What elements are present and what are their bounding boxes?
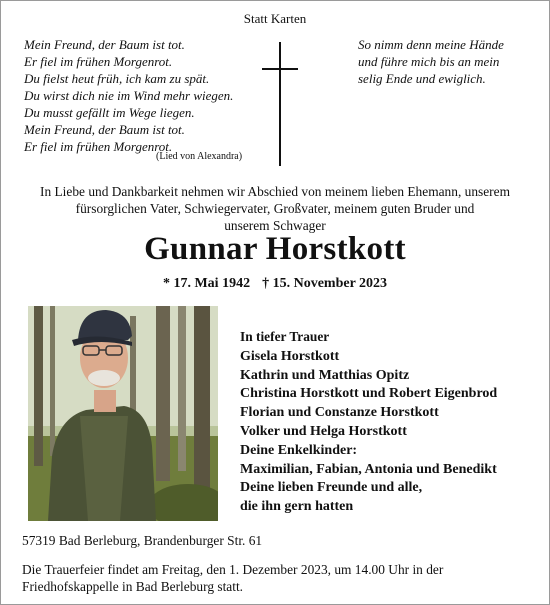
intro-line: In Liebe und Dankbarkeit nehmen wir Abschied von meinem lieben Ehemann, unserem — [39, 184, 511, 199]
poem-right-line: selig Ende und ewiglich. — [358, 71, 486, 86]
poem-left-line: Du wirst dich nie im Wind mehr wiegen. — [24, 88, 234, 103]
mourners-heading: In tiefer Trauer — [240, 329, 330, 344]
death-date: † 15. November 2023 — [262, 276, 388, 291]
life-dates — [0, 276, 550, 292]
poem-right-line: So nimm denn meine Hände — [358, 37, 504, 52]
poem-left-line: Du fielst heut früh, ich kam zu spät. — [24, 71, 210, 86]
poem-left-line: Mein Freund, der Baum ist tot. — [24, 37, 185, 52]
poem-right — [358, 36, 543, 87]
mourner-line: Kathrin und Matthias Opitz — [240, 367, 410, 383]
mourner-line: Christina Horstkott und Robert Eigenbrod — [240, 386, 498, 402]
poem-left-line: Er fiel im frühen Morgenrot. — [24, 54, 173, 69]
mourner-line: Volker und Helga Horstkott — [240, 423, 407, 439]
intro-line: fürsorglichen Vater, Schwiegervater, Großvater, meinem guten Bruder und — [75, 201, 475, 216]
intro-line: unserem Schwager — [224, 218, 326, 233]
mourning-address: 57319 Bad Berleburg, Brandenburger Str. 61 — [22, 533, 263, 548]
poem-source: (Lied von Alexandra) — [156, 151, 243, 162]
farewell-intro — [20, 183, 530, 234]
poem-left-line: Mein Freund, der Baum ist tot. — [24, 122, 185, 137]
poem-left — [24, 36, 264, 155]
mourner-line: Deine lieben Freunde und alle, — [240, 480, 423, 496]
mourner-line: die ihn gern hatten — [240, 499, 354, 515]
latin-cross-icon — [262, 42, 298, 166]
funeral-line: Die Trauerfeier findet am Freitag, den 1. Dezember 2023, um 14.00 Uhr in der — [22, 562, 444, 577]
birth-date: * 17. Mai 1942 — [162, 276, 251, 291]
mourner-line: Maximilian, Fabian, Antonia und Benedikt — [240, 461, 497, 477]
deceased-name: Gunnar Horstkott — [144, 231, 406, 267]
mourner-line: Gisela Horstkott — [240, 348, 340, 364]
funeral-info — [22, 561, 542, 595]
funeral-line: Friedhofskappelle in Bad Berleburg statt. — [22, 579, 244, 594]
mourner-line: Florian und Constanze Horstkott — [240, 405, 439, 421]
mourners-list — [240, 328, 540, 517]
portrait-photo — [28, 306, 218, 521]
poem-left-line: Er fiel im frühen Morgenrot. — [24, 139, 173, 154]
poem-right-line: und führe mich bis an mein — [358, 54, 500, 69]
poem-left-line: Du musst gefällt im Wege liegen. — [24, 105, 195, 120]
statt-karten-heading: Statt Karten — [243, 11, 307, 26]
mourner-line: Deine Enkelkinder: — [240, 442, 358, 458]
